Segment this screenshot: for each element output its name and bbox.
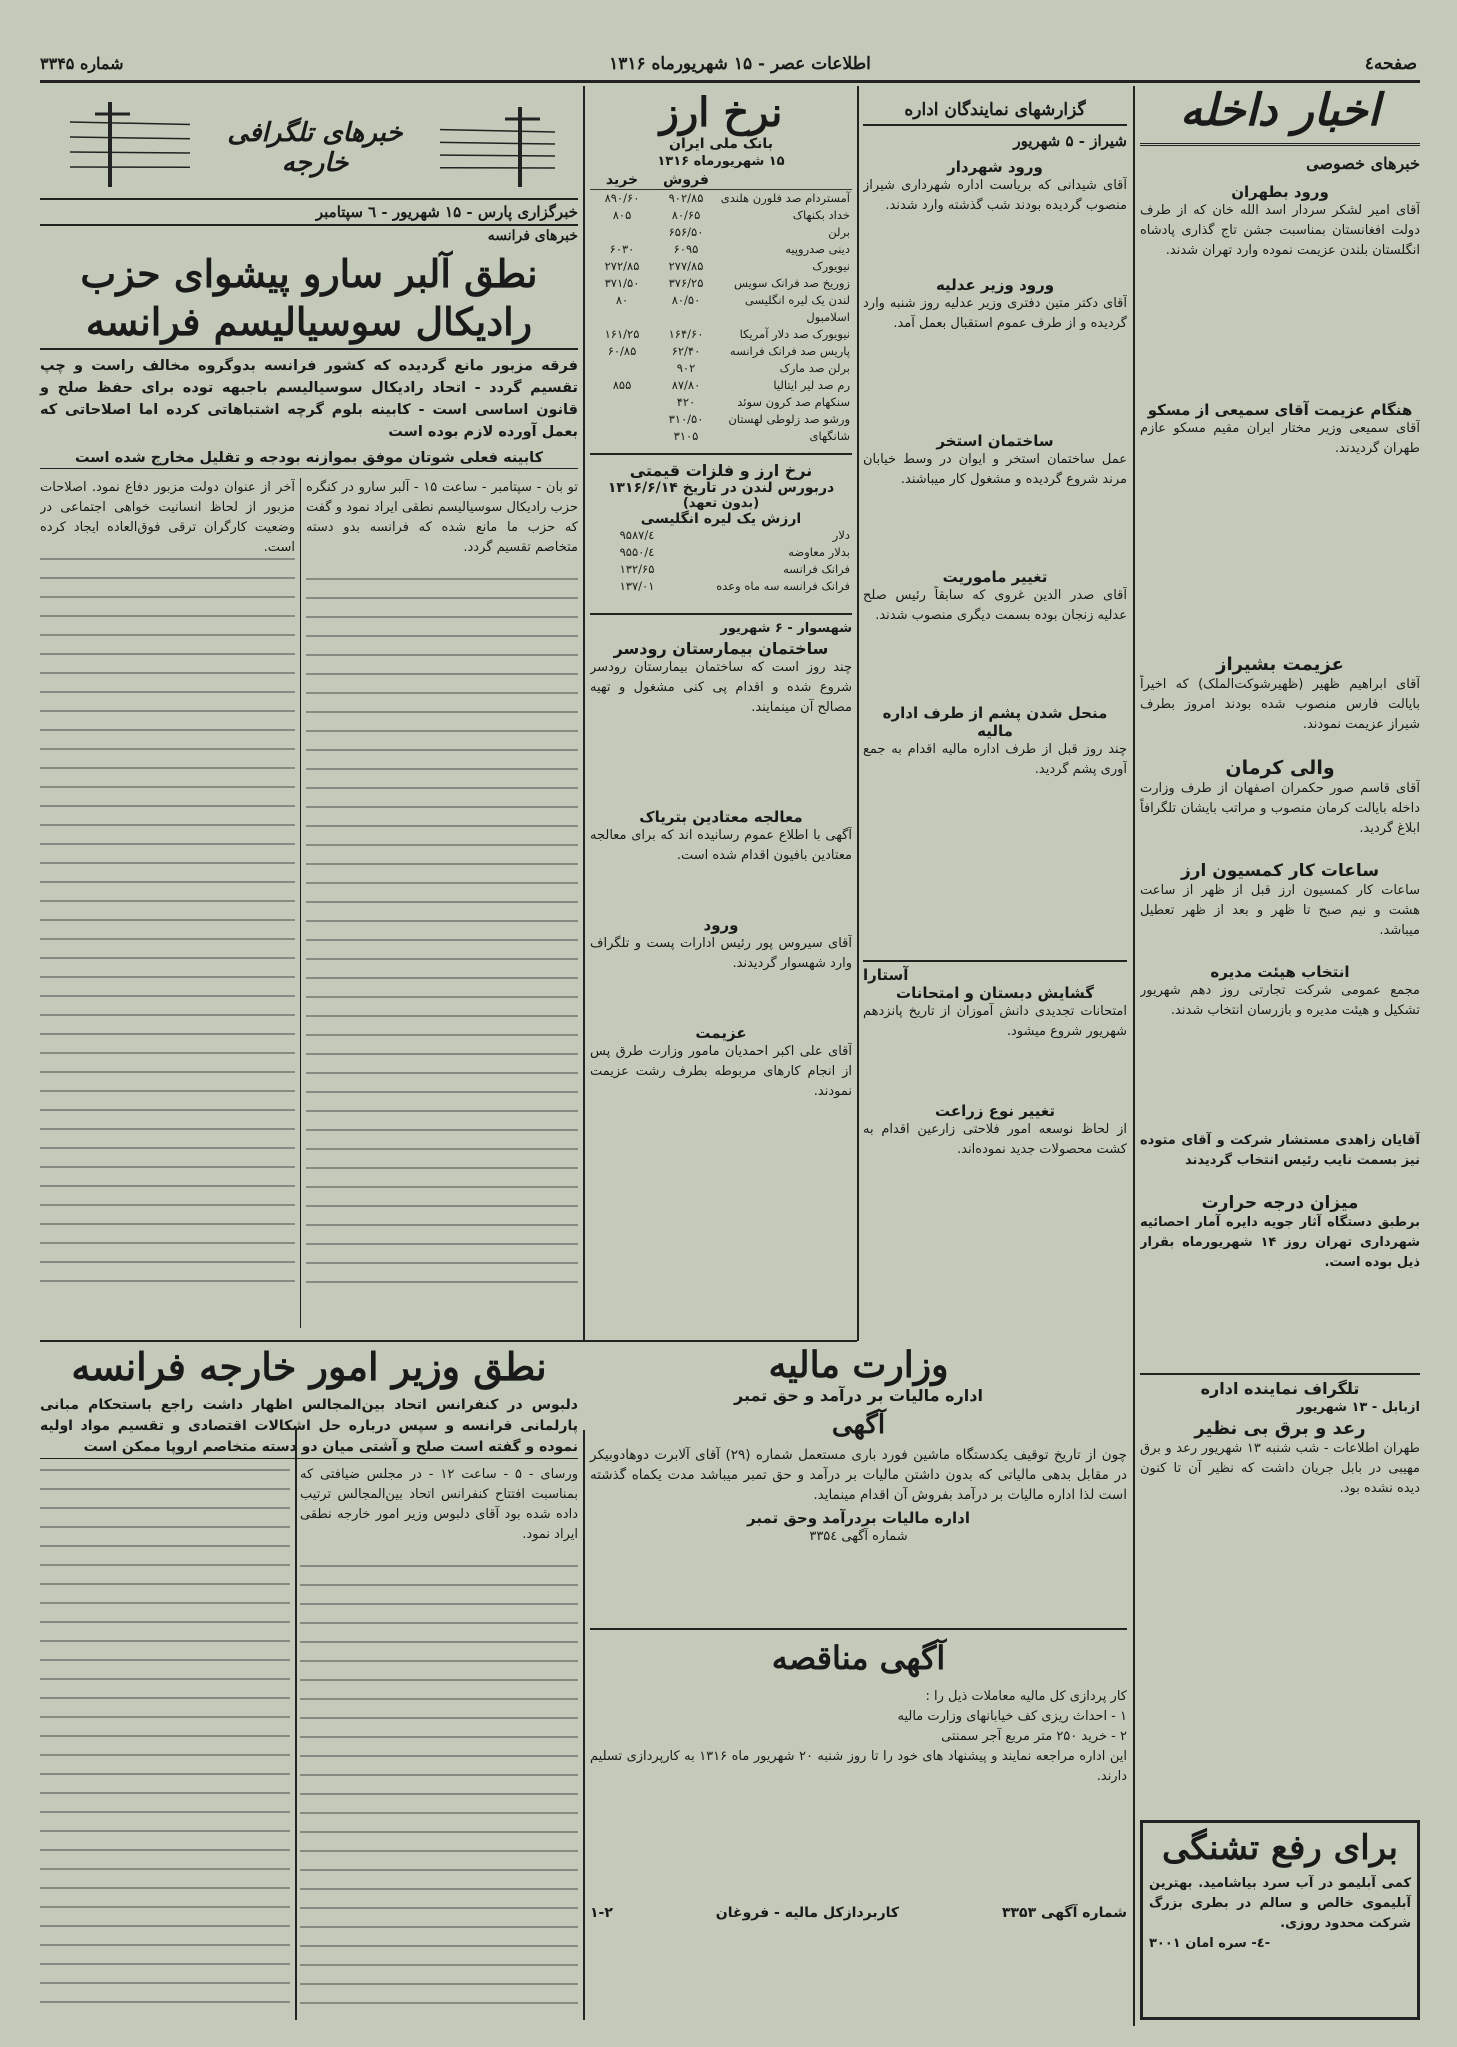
headline: نطق وزیر امور خارجه فرانسه — [71, 1344, 547, 1389]
table-row: نیویورک صد دلار آمریکا ۱۶۴/۶۰ ۱۶۱/۲۵ — [604, 327, 850, 341]
tender-line: ۲ - خرید ۲۵۰ متر مربع آجر سمنتی — [941, 1728, 1127, 1744]
foreign-dateline: خبرگزاری پارس - ۱۵ شهریور - ٦ سپتامبر — [40, 198, 578, 226]
news-heading: معالجه معتادین بتریاک — [639, 808, 803, 826]
news-heading: ورود وزیر عدلیه — [935, 276, 1055, 294]
telegraph-heading: تلگراف نماینده اداره — [1140, 1373, 1420, 1398]
news-heading: هنگام عزیمت آقای سمیعی از مسکو — [1147, 400, 1413, 419]
telegraph-dateline: ازبابل - ۱۳ شهریور — [1296, 1399, 1420, 1415]
news-body: مجمع عمومی شرکت تجارتی روز دهم شهریور تشکیل و هیئت مدیره و بازرسان انتخاب شدند. — [1140, 982, 1420, 1018]
deck: دلبوس در کنفرانس اتحاد بین‌المجالس اظهار داشت راجع باستحکام مبانی پارلمانی فرانسه و سپس درباره حل اشکالات اقتصادی و تقسیم مواد اولیه نموده و گفته است صلح و آشتی میان دو دسته متخاصم اروپا ممکن است — [40, 1395, 578, 1459]
date-line: اطلاعات عصر - ۱۵ شهریورماه ۱۳۱۶ — [609, 54, 871, 74]
foreign-body-3-left — [40, 1465, 290, 2020]
news-body: عمل ساختمان استخر و ایوان در وسط خیابان مرند شروع گردیده و مشغول کار میباشند. — [863, 452, 1127, 487]
table-row: شانگهای ۳۱۰۵ — [673, 429, 850, 443]
tender-line: کار پردازی کل مالیه معاملات ذیل را : — [925, 1688, 1127, 1704]
news-heading: انتخاب هیئت مدیره — [1210, 962, 1350, 981]
news-body: چند روز قبل از طرف اداره مالیه اقدام به جمع آوری پشم گردید. — [863, 742, 1127, 777]
sell-header: فروش — [663, 172, 709, 188]
advertisement-box — [1140, 1820, 1420, 2020]
tender-line: ۱ - احداث ریزی کف خیابانهای وزارت مالیه — [897, 1708, 1127, 1724]
ministry-title: وزارت مالیه — [768, 1344, 949, 1386]
news-heading: آستارا — [863, 960, 1127, 984]
tender-number: شماره آگهی ۳۳۵۳ — [1001, 1904, 1127, 1921]
page-label: صفحه٤ — [1364, 54, 1417, 74]
subsection-label: خبرهای خصوصی — [1306, 153, 1420, 173]
table-row: برلن ۶۵۶/۵۰ — [668, 225, 850, 239]
table-row: اسلامبول — [806, 310, 850, 324]
table-row: بدلار معاوضه ٤/۹۵۵۰ — [619, 545, 850, 559]
domestic-column — [1140, 86, 1420, 1549]
column-rule — [295, 1430, 297, 2020]
rates-title: نرخ ارز — [659, 89, 783, 136]
ministry-section — [590, 1345, 1127, 1547]
news-heading: گشایش دبستان و امتحانات — [896, 984, 1094, 1002]
news-heading: آقایان زاهدی مستشار شرکت و آقای متوده نیز بسمت نایب رئیس انتخاب گردیدند — [1140, 1132, 1420, 1168]
text-lines — [40, 1469, 290, 2020]
rates-header — [590, 172, 852, 190]
foreign-body-left — [40, 478, 295, 1328]
gold-note: (بدون تعهد) — [682, 496, 760, 511]
notice-signature: اداره مالیات بردرآمد وحق تمبر — [747, 1509, 970, 1528]
ad-title: برای رفع تشنگی — [1162, 1828, 1398, 1868]
news-heading: ورود بطهران — [1231, 182, 1329, 201]
text-lines — [300, 1565, 578, 2020]
deck: فرقه مزبور مانع گردیده که کشور فرانسه بدوگروه مخالف راست و چپ تقسیم گردد - اتحاد رادیکال سوسیالیسم باجبهه توده برای حفظ صلح و قانون اساسی است - کابینه بلوم گرچه اشتباهاتی کرده اما اصلاحاتی که بعمل آورده لازم بوده است — [40, 358, 578, 440]
gold-unit: ارزش یک لیره انگلیسی — [640, 511, 802, 527]
article-body: تو بان - سپتامبر - ساعت ۱۵ - آلبر سارو در کنگره حزب رادیکال سوسیالیسم نطقی ایراد نمود و گفت که حزب ما مانع شده که فرانسه بدو دسته متخاصم تقسیم گردد. — [306, 480, 578, 555]
news-body: آقای سیروس پور رئیس ادارات پست و تلگراف وارد شهسوار گردیدند. — [590, 936, 852, 971]
table-row: لندن یک لیره انگلیسی ۸۰/۵۰ ۸۰ — [615, 293, 850, 307]
table-row: برلن صد مارک ۹۰۲ — [676, 361, 850, 375]
foreign-banner — [50, 92, 575, 192]
column-rule — [1133, 86, 1135, 2026]
table-row: فرانک فرانسه سه ماه وعده ۱۳۷/۰۱ — [619, 579, 850, 593]
table-row: خداد بکنهاک ۸۰/۶۵ ۸۰۵ — [612, 208, 850, 222]
news-body: آقای ابراهیم ظهیر (ظهیرشوکت‌الملک) که اخیراً بایالت فارس منصوب شده بودند امروز بطرف شیراز عزیمت نمودند. — [1140, 676, 1420, 732]
ministry-subtitle: اداره مالیات بر درآمد و حق تمبر — [734, 1386, 983, 1406]
ad-number: -٤- سره امان ۳۰۰۱ — [1149, 1936, 1271, 1952]
table-row: سنکهام صد کرون سوئد ۴۲۰ — [676, 395, 850, 409]
telegraph-title: رعد و برق بی نظیر — [1194, 1417, 1366, 1439]
news-heading: عزیمت — [695, 1024, 747, 1042]
rates-table — [590, 190, 852, 445]
foreign-body-3-right — [300, 1465, 578, 2020]
news-heading: تغییر ماموریت — [942, 568, 1048, 586]
news-body: آقای قاسم صور حکمران اصفهان از طرف وزارت داخله بایالت کرمان منصوب و مراتب بایشان تلگرافاً ابلاغ گردید. — [1140, 780, 1420, 836]
news-body: برطبق دستگاه آثار جویه دایره آمار احصائیه شهرداری تهران روز ۱۴ شهریورماه بقرار ذیل بوده است. — [1140, 1214, 1420, 1270]
reports-title: گزارشهای نمایندگان اداره — [863, 100, 1127, 126]
notice-number: شماره آگهی ۳۳۵٤ — [809, 1529, 908, 1545]
tender-page: ۱-۲ — [590, 1904, 613, 1921]
table-row: رم صد لیر ایتالیا ۸۷/۸۰ ۸۵۵ — [612, 378, 850, 392]
news-heading: ساعات کار کمسیون ارز — [1180, 860, 1380, 881]
buy-header: خرید — [605, 172, 639, 188]
tender-section — [590, 1640, 1127, 1921]
news-heading: میزان درجه حرارت — [1201, 1192, 1359, 1213]
table-row: آمستردام صد فلورن هلندی ۹۰۲/۸۵ ۸۹۰/۶۰ — [604, 191, 850, 205]
column-rule — [300, 478, 301, 1328]
news-heading: ساختمان استخر — [936, 432, 1054, 450]
table-row: پاریس صد فرانک فرانسه ۶۲/۴۰ ۶۰/۸۵ — [607, 344, 850, 358]
ad-body: کمی آبلیمو در آب سرد بیاشامید. بهترین آبلیموی خالص و سالم در بطری بزرگ شرکت محدود روزی. — [1149, 1876, 1411, 1932]
news-body: آگهی با اطلاع عموم رسانیده اند که برای معالجه معتادین بافیون اقدام شده است. — [590, 828, 852, 863]
section-rule — [40, 1340, 857, 1342]
section-rule — [590, 1628, 1127, 1630]
foreign-tag: خبرهای فرانسه — [487, 228, 578, 244]
news-heading: ورود — [703, 916, 739, 934]
article-body: ورسای - ۵ - ساعت ۱۲ - در مجلس ضیافتی که بمناسبت افتتاح کنفرانس اتحاد بین‌المجالس ترتیب داده شده بود آقای دلبوس وزیر امور خارجه نطقی ایراد نمود. — [300, 1467, 578, 1542]
tender-signature: کاربردازکل مالیه - فروغان — [715, 1904, 900, 1921]
masthead-rule — [40, 80, 1420, 83]
gold-subtitle: دربورس لندن در تاریخ ۱۳۱۶/۶/۱۴ — [607, 480, 835, 496]
rates-column — [590, 90, 852, 1112]
news-heading: ورود شهردار — [947, 158, 1043, 176]
news-body: ساعات کار کمسیون ارز قبل از ظهر از ساعت هشت و نیم صبح تا ظهر و بعد از ظهر تعطیل میباشد. — [1140, 882, 1420, 938]
telegraph-body: طهران اطلاعات - شب شنبه ۱۳ شهریور رعد و برق مهیبی در بابل جریان داشت که نظیر آن تا کنون دیده نشده بود. — [1140, 1440, 1420, 1496]
gold-box — [590, 453, 852, 595]
column-rule — [583, 86, 585, 1341]
hospital-box — [590, 613, 852, 1112]
table-row: دینی صدروپیه ۶۰۹۵ ۶۰۳۰ — [609, 242, 850, 256]
tender-line: این اداره مراجعه نمایند و پیشنهاد های خود را تا روز شنبه ۲۰ شهریور ماه ۱۳۱۶ به کارپردازی تسلیم دارند. — [590, 1748, 1127, 1784]
news-body: آقای شیدانی که بریاست اداره شهرداری شیراز منصوب گردیده بودند شب گذشته وارد شدند. — [863, 178, 1127, 213]
banner-title: خبرهای تلگرافی خارجه — [190, 118, 440, 178]
table-row: نیویورک ۲۷۷/۸۵ ۲۷۲/۸۵ — [604, 259, 850, 273]
gold-title: نرخ ارز و فلزات قیمتی — [629, 461, 813, 480]
section-title: اخبار داخله — [1140, 86, 1420, 146]
text-lines — [306, 578, 578, 1300]
tender-footer — [590, 1905, 1127, 1921]
news-body: آقای دکتر متین دفتری وزیر عدلیه روز شنبه وارد گردیده و از طرف عموم استقبال بعمل آمد. — [863, 296, 1127, 331]
hospital-body: چند روز است که ساختمان بیمارستان رودسر شروع شده و اقدام پی کنی مشغول و تهیه مصالح آن مینمایند. — [590, 660, 852, 715]
headline: رادیکال سوسیالیسم فرانسه — [40, 300, 578, 350]
text-lines — [40, 558, 295, 1299]
news-heading: تغییر نوع زراعت — [935, 1102, 1055, 1120]
news-body: آقای امیر لشکر سردار اسد الله خان که از طرف دولت افغانستان بمناسبت جشن تاج گذاری پادشاه انگلستان بلندن عزیمت نموده وارد تهران شدند. — [1140, 202, 1420, 258]
hospital-dateline: شهسوار - ۶ شهریور — [720, 621, 852, 636]
reports-dateline: شیراز - ۵ شهریور — [1013, 132, 1127, 150]
news-heading: والی کرمان — [1225, 756, 1335, 779]
deck: کابینه فعلی شوتان موفق بموازنه بودجه و تقلیل مخارج شده است — [40, 448, 578, 469]
article-body: آخر از عنوان دولت مزبور دفاع نمود. اصلاحات مزبور از لحاظ انسانیت خواهی اجتماعی در وضعیت کارگران ترقی فوق‌العاده ایجاد کرده است. — [40, 480, 295, 555]
hospital-title: ساختمان بیمارستان رودسر — [613, 639, 829, 658]
news-body: امتحانات تجدیدی دانش آموزان از تاریخ پانزدهم شهریور شروع میشود. — [863, 1004, 1127, 1039]
column-rule — [583, 1430, 585, 2020]
column-rule — [857, 86, 859, 1341]
news-body: آقای صدر الدین غروی که سابقاً رئیس صلح عدلیه زنجان بوده بسمت دیگری منصوب شدند. — [863, 588, 1127, 623]
news-body: آقای سمیعی وزیر مختار ایران مقیم مسکو عازم طهران گردیدند. — [1140, 420, 1420, 456]
table-row: دلار ٤/۹۵۸۷ — [619, 528, 850, 542]
table-row: زوریخ صد فرانک سویس ۳۷۶/۲۵ ۳۷۱/۵۰ — [604, 276, 850, 290]
headline: نطق آلبر سارو پیشوای حزب — [80, 251, 538, 296]
tender-title: آگهی مناقصه — [771, 1639, 946, 1677]
foreign-body-right — [306, 478, 578, 1328]
rates-subtitle: بانک ملی ایران — [669, 136, 773, 152]
news-body: از لحاظ نوسعه امور فلاحتی زارعین اقدام به کشت محصولات جدید نموده‌اند. — [863, 1122, 1127, 1157]
notice-label: آگهی — [831, 1410, 886, 1441]
news-heading: عزیمت بشیراز — [1216, 653, 1344, 675]
news-heading: منحل شدن پشم از طرف اداره مالیه — [882, 704, 1108, 740]
reports-column — [863, 100, 1127, 1230]
notice-body: چون از تاریخ توقیف یکدستگاه ماشین فورد باری مستعمل شماره (۲۹) آقای آلابرت دوهادوبیکر در مقابل بدهی مالیاتی که بدون داشتن مالیات بر درآمد و حق تمبر میباشد مدت یکماه گذشته است لذا اداره مالیات بر درآمد بفروش آن اقدام مینماید. — [590, 1447, 1127, 1504]
rates-date: ۱۵ شهریورماه ۱۳۱۶ — [657, 154, 785, 169]
table-row: فرانک فرانسه ۱۳۲/۶۵ — [619, 562, 850, 576]
news-body: آقای علی اکبر احمدیان مامور وزارت طرق پس از انجام کارهای مربوطه بطرف رشت عزیمت نمودند. — [590, 1044, 852, 1099]
table-row: ورشو صد زلوطی لهستان ۳۱۰/۵۰ — [668, 412, 850, 426]
issue-number: شماره ۳۳۴۵ — [40, 54, 124, 73]
